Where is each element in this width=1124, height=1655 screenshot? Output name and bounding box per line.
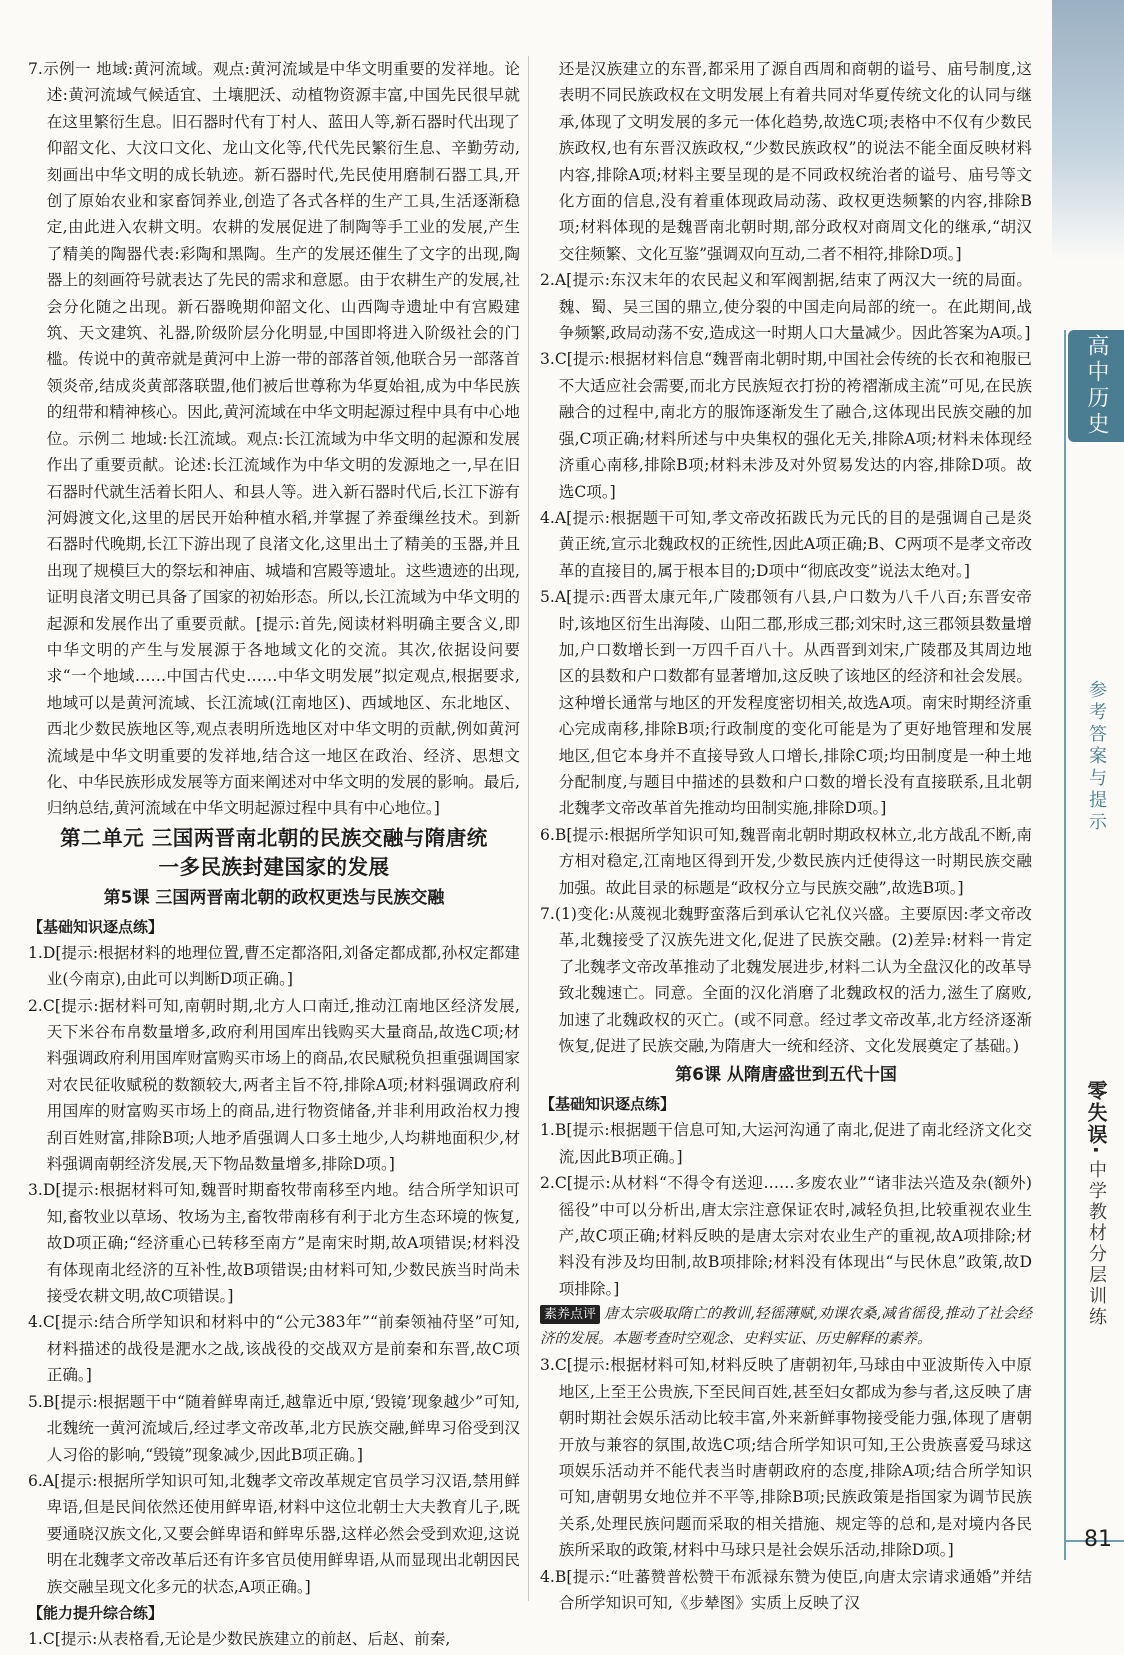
answer-item: 2.C[提示:据材料可知,南朝时期,北方人口南迁,推动江南地区经济发展,天下米谷布帛数量增多,政府利用国库出钱购买大量商品,故选C项;材料强调政府利用国库财富购买市场上的商品,农民赋税负担重强调国家对农民征收赋税的数额较大,两者主旨不符,排除A项;材料强调政府利用国库的财富购买市场上的商品,进行物资储备,并非利用政治权力搜刮百姓财富,排除B项;人地矛盾强调人口多土地少,人均耕地面积少,材料强调南朝经济发展,天下物品数量增多,排除D项。] [28,996,520,1174]
answer-item: 1.B[提示:根据题干信息可知,大运河沟通了南北,促进了南北经济文化交流,因此B项正确。] [540,1121,1032,1166]
answer-item-continued: 还是汉族建立的东晋,都采用了源自西周和商朝的谥号、庙号制度,这表明不同民族政权在文明发展上有着共同对华夏传统文化的认同与继承,体现了文明发展的多元一体化趋势,故选C项;表格中不仅有少数民族政权,也有东晋汉族政权,“少数民族政权”的说法不能全面反映材料内容,排除A项;材料主要呈现的是不同政权统治者的谥号、庙号等文化方面的信息,没有着重体现政局动荡、政权更迭频繁的内容,排除B项;材料体现的是魏晋南北朝时期,部分政权对商周文化的继承,“胡汉交往频繁、文化互鉴”强调双向互动,二者不相符,排除D项。] [558,60,1032,263]
brand-name: 零失误· [1084,1080,1108,1156]
answer-item: 4.A[提示:根据题干可知,孝文帝改拓跋氏为元氏的目的是强调自己是炎黄正统,宣示北魏政权的正统性,因此A项正确;B、C两项不是孝文帝改革的直接目的,属于根本目的;D项中“彻底改变”说法太绝对。] [540,508,1032,580]
note-text: 唐太宗吸取隋亡的教训,轻徭薄赋,劝课农桑,减省徭役,推动了社会经济的发展。本题考查时空观念、史料实证、历史解释的素养。 [540,1306,1032,1348]
left-column [28,56,520,1652]
side-bar [1064,0,1124,1655]
answer-item: 7.示例一 地域:黄河流域。观点:黄河流域是中华文明重要的发祥地。论述:黄河流域气候适宜、土壤肥沃、动植物资源丰富,中国先民很早就在这里繁衍生息。旧石器时代有丁村人、蓝田人等,新石器时代出现了仰韶文化、大汶口文化、龙山文化等,代代先民繁衍生息、辛勤劳动,刻画出中华文明的成长轨迹。新石器时代,先民使用磨制石器工具,开创了原始农业和家畜饲养业,创造了各式各样的生产工具,生活逐渐稳定,由此进入农耕文明。农耕的发展促进了制陶等手工业的发展,产生了精美的陶器代表:彩陶和黑陶。生产的发展还催生了文字的出现,陶器上的刻画符号就表达了先民的需求和意愿。由于农耕生产的发展,社会分化随之出现。新石器晚期仰韶文化、山西陶寺遗址中有宫殿建筑、天文建筑、礼器,阶级阶层分化明显,中国即将进入阶级社会的门槛。传说中的黄帝就是黄河中上游一带的部落首领,他联合另一部落首领炎帝,结成炎黄部落联盟,他们被后世尊称为华夏始祖,成为中华民族的纽带和精神核心。因此,黄河流域在中华文明起源过程中具有中心地位。示例二 地域:长江流域。观点:长江流域为中华文明的起源和发展作出了重要贡献。论述:长江流域作为中华文明的发源地之一,早在旧石器时代就生活着长阳人、和县人等。进入新石器时代后,长江下游有河姆渡文化,这里的居民开始种植水稻,并掌握了养蚕缫丝技术。到新石器时代晚期,长江下游出现了良渚文化,这里出土了精美的玉器,并且出现了规模巨大的祭坛和神庙、城墙和宫殿等遗址。这些遗迹的出现,证明良渚文明已具备了国家的初始形态。所以,长江流域为中华文明的起源和发展作出了重要贡献。[提示:首先,阅读材料明确主要含义,即中华文明的产生与发展源于各地域文化的交流。其次,依据设问要求“一个地域……中国古代史……中华文明发展”拟定观点,根据要求,地域可以是黄河流域、长江流域(江南地区)、西域地区、东北地区、西北少数民族地区等,观点表明所选地区对中华文明的贡献,例如黄河流域是中华文明重要的发祥地,结合这一地区在政治、经济、思想文化、中华民族形成发展等方面来阐述对中华文明的发展的影响。最后,归纳总结,黄河流域在中华文明起源过程中具有中心地位。] [28,60,520,818]
page-number: 81 [1084,1527,1112,1552]
section-label: 【基础知识逐点练】 [28,917,164,936]
literacy-note [540,1302,1032,1352]
answer-item: 2.A[提示:东汉末年的农民起义和军阀割据,结束了两汉大一统的局面。魏、蜀、吴三国的鼎立,使分裂的中国走向局部的统一。在此期间,战争频繁,政局动荡不安,造成这一时期人口大量减少。因此答案为A项。] [540,271,1032,343]
answer-item: 1.C[提示:从表格看,无论是少数民族建立的前赵、后赵、前秦, [28,1629,451,1648]
answer-item: 6.B[提示:根据所学知识可知,魏晋南北朝时期政权林立,北方战乱不断,南方相对稳定,江南地区得到开发,少数民族内迁使得这一时期民族交融加强。故此目录的标题是“政权分立与民族交融”,故选B项。] [540,825,1032,897]
answer-item: 3.D[提示:根据材料可知,魏晋时期畜牧带南移至内地。结合所学知识可知,畜牧业以草场、牧场为主,畜牧带南移有利于北方生态环境的恢复,故D项正确;“经济重心已转移至南方”是南宋时期,故A项错误;材料没有体现南北经济的互补性,故B项错误;由材料可知,少数民族当时尚未接受农耕文明,故C项错误。] [28,1181,520,1306]
answer-item: 4.C[提示:结合所学知识和材料中的“公元383年”“前秦领袖苻坚”可知,材料描述的战役是淝水之战,该战役的交战双方是前秦和东晋,故C项正确。] [28,1313,520,1385]
answer-item: 4.B[提示:“吐蕃赞普松赞干布派禄东赞为使臣,向唐太宗请求通婚”并结合所学知识可知,《步辇图》实质上反映了汉 [540,1567,1032,1612]
answer-item: 6.A[提示:根据所学知识可知,北魏孝文帝改革规定官员学习汉语,禁用鲜卑语,但是民间依然还使用鲜卑语,材料中这位北朝士大夫教育儿子,既要通晓汉族文化,又要会鲜卑语和鲜卑乐器,这样必然会受到欢迎,这说明在北魏孝文帝改革后还有许多官员使用鲜卑语,从而显现出北朝因民族交融呈现文化多元的状态,A项正确。] [28,1471,520,1596]
subject-tab: 高中历史 [1068,330,1124,442]
answer-item: 3.C[提示:根据材料可知,材料反映了唐朝初年,马球由中亚波斯传入中原地区,上至王公贵族,下至民间百姓,甚至妇女都成为参与者,这反映了唐朝时期社会娱乐活动比较丰富,外来新鲜事物接受能力强,体现了唐朝开放与兼容的氛围,故选C项;结合所学知识可知,王公贵族喜爱马球这项娱乐活动并不能代表当时唐朝政府的态度,排除A项;结合所学知识可知,唐朝男女地位并不平等,排除B项;民族政策是指国家为调节民族关系,处理民族问题而采取的相关措施、规定等的总和,是对境内各民族所采取的政策,材料中马球只是社会娱乐活动,排除D项。] [540,1356,1032,1560]
answer-item: 2.C[提示:从材料“不得令有送迎……多废农业”“诸非法兴造及杂(额外)徭役”中可以分析出,唐太宗注意保证农时,减轻负担,比较重视农业生产,故C项正确;材料反映的是唐太宗对农业生产的重视,故A项排除;材料没有涉及均田制,故B项排除;材料没有体现出“与民休息”政策,故D项排除。] [540,1174,1032,1298]
answer-item: 5.B[提示:根据题干中“随着鲜卑南迁,越靠近中原,‘毁镜’现象越少”可知,北魏统一黄河流域后,经过孝文帝改革,北方民族交融,鲜卑习俗受到汉人习俗的影响,“毁镜”现象减少,因此B项正确。] [28,1392,520,1464]
answer-item: 7.(1)变化:从蔑视北魏野蛮落后到承认它礼仪兴盛。主要原因:孝文帝改革,北魏接受了汉族先进文化,促进了民族交融。(2)差异:材料一肯定了北魏孝文帝改革推动了北魏发展进步,材料二认为全盘汉化的改革导致北魏速亡。同意。全面的汉化消磨了北魏政权的活力,滋生了腐败,加速了北魏政权的灭亡。(或不同意。经过孝文帝改革,北方经济逐渐恢复,促进了民族交融,为隋唐大一统和经济、文化发展奠定了基础。) [540,905,1032,1056]
right-column [540,56,1032,1616]
section-tab: 参考答案与提示 [1086,680,1107,834]
side-rule [1064,330,1066,1560]
answer-item: 1.D[提示:根据材料的地理位置,曹丕定都洛阳,刘备定都成都,孙权定都建业(今南京),由此可以判断D项正确。] [28,943,520,989]
answer-item: 5.A[提示:西晋太康元年,广陵郡领有八县,户口数为八千八百;东晋安帝时,该地区衍生出海陵、山阳二郡,形成三郡;刘宋时,这三郡领县数量增加,户口数增长到一万四千百八十。从西晋到刘宋,广陵郡及其周边地区的县数和户口数都有显著增加,这反映了该地区的经济和社会发展。这种增长通常与地区的开发程度密切相关,故选A项。南宋时期经济重心完成南移,排除B项;行政制度的变化可能是为了更好地管理和发展地区,但它本身并不直接导致人口增长,排除C项;均田制度是一种土地分配制度,与题目中描述的县数和户口数的增长没有直接联系,且北朝北魏孝文帝改革首先推动均田制实施,排除D项。] [540,588,1032,818]
series-name: 中学教材分层训练 [1086,1160,1107,1328]
lesson-title: 第6课 从隋唐盛世到五代十国 [675,1065,897,1086]
decorative-splash [1052,0,1124,260]
answer-item: 3.C[提示:根据材料信息“魏晋南北朝时期,中国社会传统的长衣和袍服已不大适应社会需要,而北方民族短衣打扮的袴褶渐成主流”可见,在民族融合的过程中,南北方的服饰逐渐发生了融合,这体现出民族交融的加强,C项正确;材料所述与中央集权的强化无关,排除A项;材料未体现经济重心南移,排除B项;材料未涉及对外贸易发达的内容,排除D项。故选C项。] [540,350,1032,501]
column-divider [528,56,529,1601]
unit-title [28,824,520,882]
unit-title-line2: 一多民族封建国家的发展 [158,854,390,879]
section-label: 【基础知识逐点练】 [540,1095,676,1114]
lesson-title: 第5课 三国两晋南北朝的政权更迭与民族交融 [103,887,445,908]
section-label: 【能力提升综合练】 [28,1603,164,1622]
note-tag: 素养点评 [540,1305,600,1324]
unit-title-line1: 第二单元 三国两晋南北朝的民族交融与隋唐统 [60,825,488,850]
